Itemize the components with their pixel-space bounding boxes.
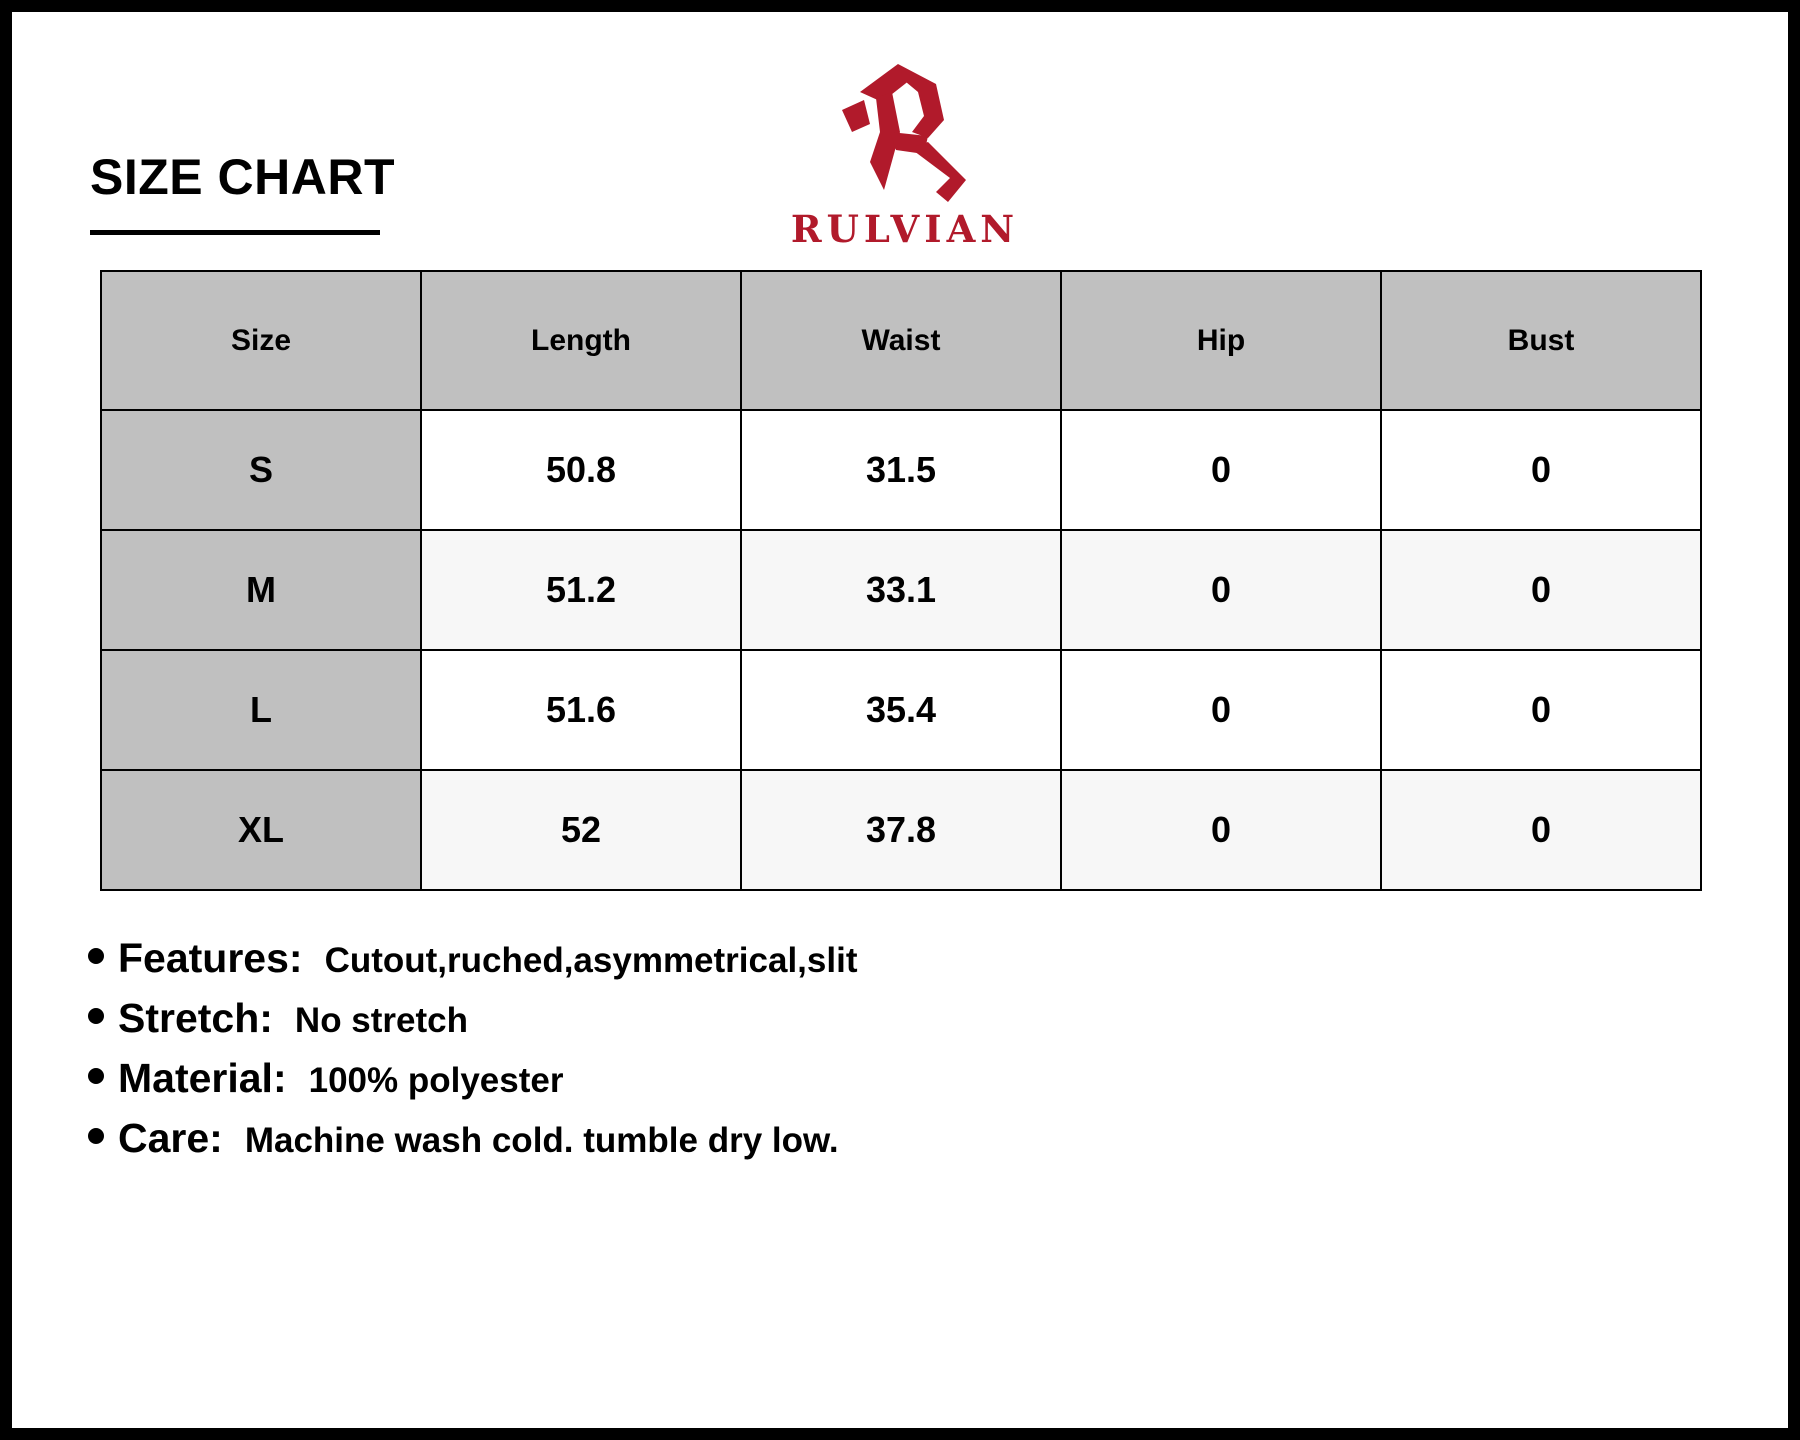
size-cell: S	[101, 410, 421, 530]
table-row	[101, 410, 1701, 530]
length-cell: 50.8	[421, 410, 741, 530]
bust-cell: 0	[1381, 650, 1701, 770]
header-waist: Waist	[741, 271, 1061, 410]
header-length: Length	[421, 271, 741, 410]
hip-cell: 0	[1061, 410, 1381, 530]
detail-value: Machine wash cold. tumble dry low.	[244, 1121, 839, 1160]
detail-label: Stretch:	[118, 995, 273, 1041]
detail-label: Material:	[118, 1055, 287, 1101]
detail-value: No stretch	[294, 1001, 469, 1040]
length-cell: 52	[421, 770, 741, 890]
table-row	[101, 530, 1701, 650]
header-size: Size	[101, 271, 421, 410]
page-title: SIZE CHART	[90, 149, 395, 205]
table-row	[101, 770, 1701, 890]
detail-label: Care:	[118, 1115, 223, 1161]
waist-cell: 33.1	[741, 530, 1061, 650]
bullet-icon	[88, 1008, 104, 1024]
size-cell: L	[101, 650, 421, 770]
bust-cell: 0	[1381, 770, 1701, 890]
detail-value: Cutout,ruched,asymmetrical,slit	[324, 941, 858, 980]
hip-cell: 0	[1061, 770, 1381, 890]
brand-wordmark: RULVIAN	[790, 207, 1020, 251]
table-row	[101, 650, 1701, 770]
bullet-icon	[88, 1068, 104, 1084]
detail-label: Features:	[118, 935, 303, 981]
size-cell: XL	[101, 770, 421, 890]
bust-cell: 0	[1381, 530, 1701, 650]
title-underline	[90, 230, 380, 235]
waist-cell: 35.4	[741, 650, 1061, 770]
waist-cell: 37.8	[741, 770, 1061, 890]
header-bust: Bust	[1381, 271, 1701, 410]
detail-stretch	[88, 995, 857, 1055]
product-details	[88, 935, 857, 1175]
length-cell: 51.2	[421, 530, 741, 650]
hip-cell: 0	[1061, 650, 1381, 770]
bust-cell: 0	[1381, 410, 1701, 530]
detail-material	[88, 1055, 857, 1115]
detail-features	[88, 935, 857, 995]
size-table	[100, 270, 1702, 891]
size-cell: M	[101, 530, 421, 650]
waist-cell: 31.5	[741, 410, 1061, 530]
length-cell: 51.6	[421, 650, 741, 770]
table-header-row	[101, 271, 1701, 410]
bullet-icon	[88, 948, 104, 964]
detail-care	[88, 1115, 857, 1175]
bullet-icon	[88, 1128, 104, 1144]
brand-r-mark-icon	[840, 62, 970, 202]
detail-value: 100% polyester	[308, 1061, 564, 1100]
header-hip: Hip	[1061, 271, 1381, 410]
brand-logo	[780, 62, 1030, 252]
hip-cell: 0	[1061, 530, 1381, 650]
